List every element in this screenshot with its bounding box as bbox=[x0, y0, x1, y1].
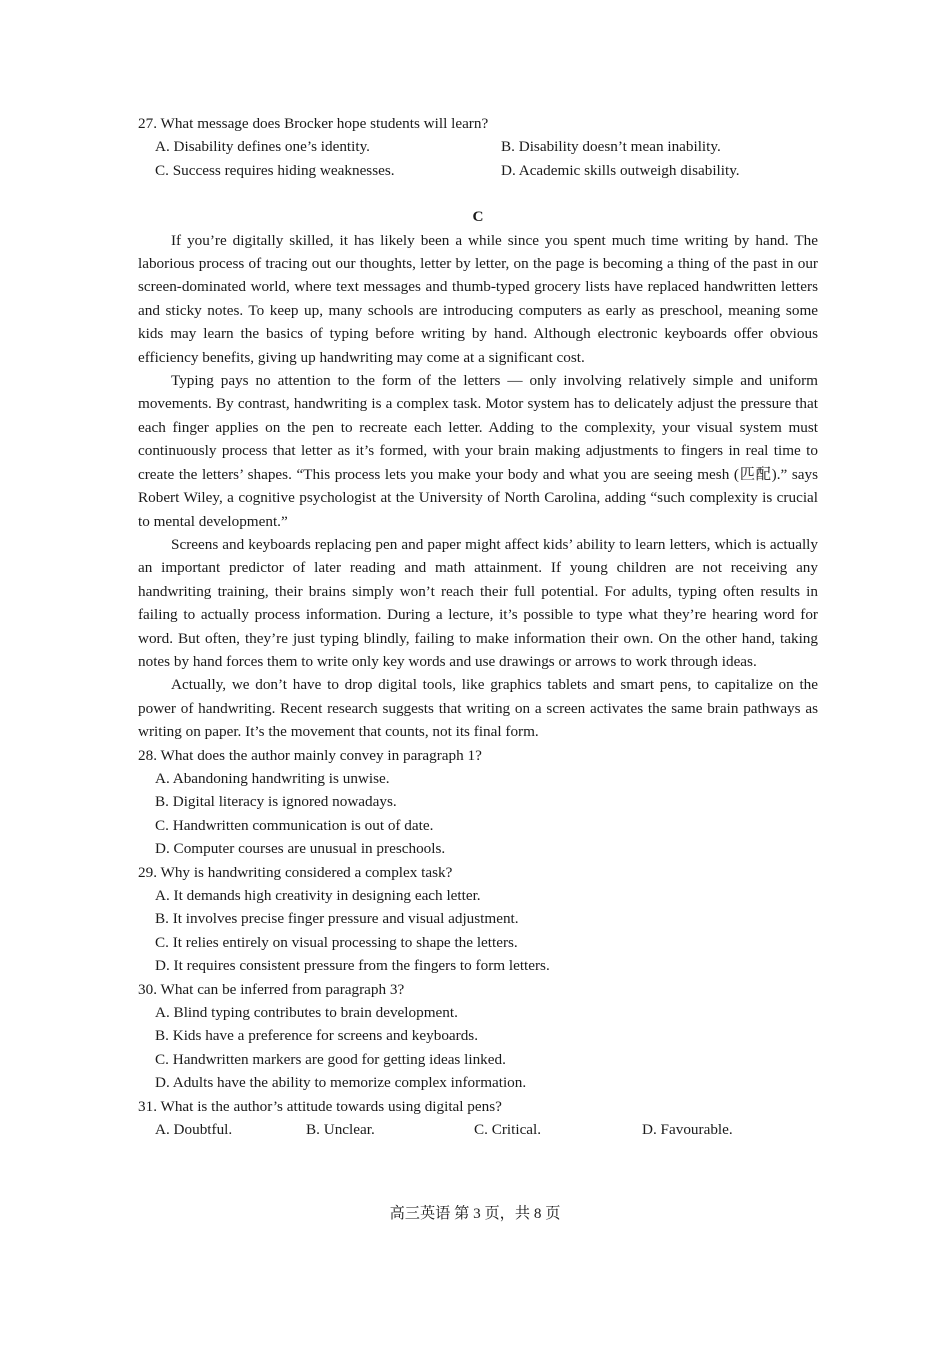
question-stem: 31. What is the author’s attitude towards using digital pens? bbox=[138, 1097, 502, 1115]
option-row bbox=[138, 135, 818, 158]
option-d: D. Favourable. bbox=[642, 1121, 733, 1139]
question-30 bbox=[138, 978, 818, 1095]
passage-paragraph-1: If you’re digitally skilled, it has likely been a while since you spent much time writing by hand. The laborious process of tracing out our thoughts, letter by letter, on the page is becoming a thing of the past in our screen-dominated world, where text messages and thumb-typed grocery lists have replaced handwritten letters and sticky notes. To keep up, many schools are introducing computers as early as preschool, meaning some kids may learn the basics of typing before writing by hand. Although electronic keyboards offer obvious efficiency benefits, giving up handwriting may come at a significant cost. bbox=[138, 231, 818, 366]
option-b: B. Kids have a preference for screens and keyboards. bbox=[155, 1027, 479, 1045]
question-stem: 30. What can be inferred from paragraph 3? bbox=[138, 980, 405, 998]
option-a: A. Doubtful. bbox=[155, 1121, 233, 1139]
page-content bbox=[138, 112, 818, 1141]
option-b: B. Unclear. bbox=[306, 1121, 375, 1139]
question-27 bbox=[138, 112, 818, 182]
option-b: B. Disability doesn’t mean inability. bbox=[501, 138, 721, 156]
passage-paragraph-3: Screens and keyboards replacing pen and paper might affect kids’ ability to learn letters, which is actually an important predictor of later reading and math attainment. If young children are not receiving any handwriting training, their brains simply won’t reach their full potential. For adults, typing often results in failing to actually process information. During a lecture, it’s possible to type what they’re hearing word for word. But often, they’re just typing blindly, failing to make information their own. On the other hand, taking notes by hand forces them to write only key words and use drawings or arrows to work through ideas. bbox=[138, 535, 818, 670]
option-c: C. Critical. bbox=[474, 1121, 542, 1139]
option-row bbox=[138, 1118, 818, 1141]
option-b: B. Digital literacy is ignored nowadays. bbox=[155, 793, 397, 811]
page-footer: 高三英语 第 3 页，共 8 页 bbox=[389, 1205, 561, 1222]
option-a: A. Blind typing contributes to brain development. bbox=[155, 1004, 458, 1022]
option-d: D. Academic skills outweigh disability. bbox=[501, 161, 740, 179]
option-a: A. Disability defines one’s identity. bbox=[155, 138, 370, 156]
question-stem: 28. What does the author mainly convey in paragraph 1? bbox=[138, 746, 482, 764]
option-a: A. Abandoning handwriting is unwise. bbox=[155, 769, 390, 787]
option-a: A. It demands high creativity in designing each letter. bbox=[155, 887, 481, 904]
question-31 bbox=[138, 1095, 818, 1142]
option-c: C. Success requires hiding weaknesses. bbox=[155, 161, 395, 179]
option-d: D. Adults have the ability to memorize complex information. bbox=[155, 1074, 527, 1092]
option-d: D. Computer courses are unusual in preschools. bbox=[155, 840, 446, 858]
question-28 bbox=[138, 744, 818, 861]
section-heading: C bbox=[472, 208, 484, 226]
option-c: C. Handwritten markers are good for getting ideas linked. bbox=[155, 1050, 506, 1068]
question-stem: 29. Why is handwriting considered a complex task? bbox=[138, 863, 453, 881]
option-c: C. It relies entirely on visual processing to shape the letters. bbox=[155, 933, 518, 951]
passage bbox=[138, 229, 818, 744]
passage-paragraph-4: Actually, we don’t have to drop digital tools, like graphics tablets and smart pens, to capitalize on the power of handwriting. Recent research suggests that writing on a screen activates the same brain pathways as writing on paper. It’s the movement that counts, not its final form. bbox=[138, 676, 818, 741]
option-c: C. Handwritten communication is out of date. bbox=[155, 816, 434, 834]
option-row bbox=[138, 159, 818, 182]
passage-paragraph-2: Typing pays no attention to the form of the letters — only involving relatively simple and uniform movements. By contrast, handwriting is a complex task. Motor system has to delicately adjust the pressure that each finger applies on the pen to recreate each letter. Adding to the complexity, your visual system must continuously process that letter as it’s formed, with your brain making adjustments to fingers in real time to create the letters’ shapes. “This process lets you make your body and what you are seeing mesh (匹配).” says Robert Wiley, a cognitive psychologist at the University of North Carolina, adding “such complexity is crucial to mental development.” bbox=[138, 372, 818, 530]
question-stem: 27. What message does Brocker hope students will learn? bbox=[138, 115, 489, 132]
option-d: D. It requires consistent pressure from the fingers to form letters. bbox=[155, 957, 550, 975]
question-29 bbox=[138, 861, 818, 978]
option-b: B. It involves precise finger pressure and visual adjustment. bbox=[155, 910, 519, 928]
